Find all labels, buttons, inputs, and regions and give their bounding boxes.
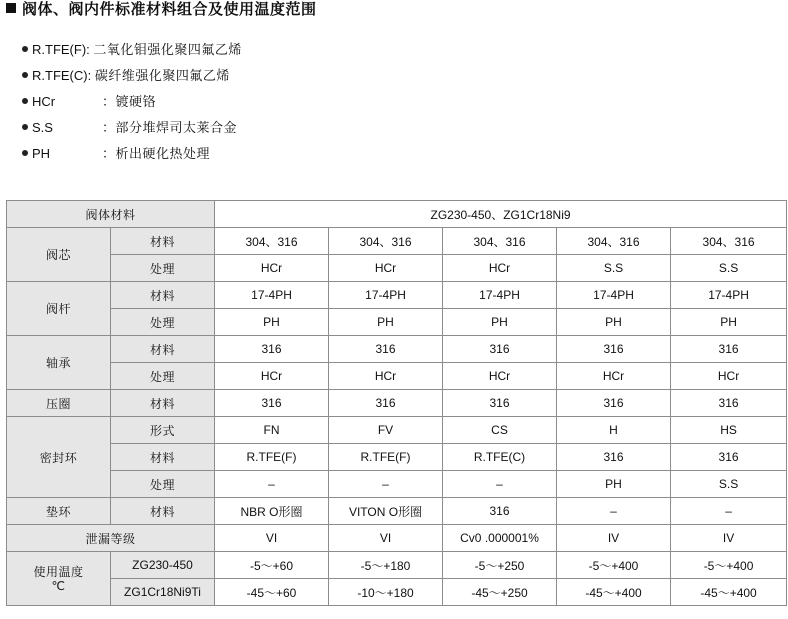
cell: FN bbox=[215, 417, 329, 444]
cell: 316 bbox=[557, 444, 671, 471]
temp-a-label: ZG230-450 bbox=[111, 552, 215, 579]
cell: 17-4PH bbox=[215, 282, 329, 309]
page-title-text: 阀体、阀内件标准材料组合及使用温度范围 bbox=[22, 1, 317, 18]
cell: HS bbox=[671, 417, 787, 444]
cell: -5～+60 bbox=[215, 552, 329, 579]
cell: -10～+180 bbox=[329, 579, 443, 606]
cell: R.TFE(F) bbox=[215, 444, 329, 471]
cell: NBR O形圈 bbox=[215, 498, 329, 525]
bearing-treat-label: 处理 bbox=[111, 363, 215, 390]
cell: -5～+250 bbox=[443, 552, 557, 579]
table-row bbox=[7, 309, 787, 336]
stem-label: 阀杆 bbox=[7, 282, 111, 336]
seal-material-label: 材料 bbox=[111, 444, 215, 471]
table-row bbox=[7, 282, 787, 309]
cell: 304、316 bbox=[557, 228, 671, 255]
cell: – bbox=[215, 471, 329, 498]
legend-item bbox=[22, 92, 242, 118]
bearing-material-label: 材料 bbox=[111, 336, 215, 363]
ring-label: 压圈 bbox=[7, 390, 111, 417]
table-row bbox=[7, 228, 787, 255]
legend-desc: ：镀硬铬 bbox=[102, 94, 157, 109]
cell: – bbox=[443, 471, 557, 498]
table-row bbox=[7, 471, 787, 498]
legend-desc: ：析出硬化热处理 bbox=[102, 146, 211, 161]
table-row bbox=[7, 363, 787, 390]
legend-desc: 碳纤维强化聚四氟乙烯 bbox=[94, 68, 230, 83]
cell: HCr bbox=[215, 255, 329, 282]
cell: 304、316 bbox=[329, 228, 443, 255]
cell: 316 bbox=[557, 336, 671, 363]
cell: – bbox=[329, 471, 443, 498]
cell: FV bbox=[329, 417, 443, 444]
temp-label bbox=[7, 552, 111, 606]
cell: 17-4PH bbox=[557, 282, 671, 309]
cell: PH bbox=[329, 309, 443, 336]
cell: HCr bbox=[443, 363, 557, 390]
legend-desc: ：部分堆焊司太莱合金 bbox=[102, 120, 238, 135]
cell: 316 bbox=[443, 336, 557, 363]
core-label: 阀芯 bbox=[7, 228, 111, 282]
legend-code: R.TFE(F): bbox=[32, 42, 90, 57]
cell: PH bbox=[443, 309, 557, 336]
bullet-icon bbox=[22, 124, 28, 130]
cell: 304、316 bbox=[215, 228, 329, 255]
table-row bbox=[7, 579, 787, 606]
table-row bbox=[7, 255, 787, 282]
cell: HCr bbox=[329, 363, 443, 390]
legend-item bbox=[22, 66, 242, 92]
cell: -45～+400 bbox=[671, 579, 787, 606]
body-material-label: 阀体材料 bbox=[7, 201, 215, 228]
gasket-material-label: 材料 bbox=[111, 498, 215, 525]
legend-code: HCr bbox=[32, 94, 56, 109]
stem-treat-label: 处理 bbox=[111, 309, 215, 336]
cell: HCr bbox=[443, 255, 557, 282]
temp-b-label: ZG1Cr18Ni9Ti bbox=[111, 579, 215, 606]
cell: S.S bbox=[671, 471, 787, 498]
cell: VI bbox=[329, 525, 443, 552]
cell: -5～+180 bbox=[329, 552, 443, 579]
cell: 316 bbox=[443, 390, 557, 417]
body-material-value: ZG230-450、ZG1Cr18Ni9 bbox=[215, 201, 787, 228]
cell: 17-4PH bbox=[443, 282, 557, 309]
cell: 316 bbox=[557, 390, 671, 417]
cell: HCr bbox=[329, 255, 443, 282]
material-table bbox=[6, 200, 787, 606]
legend-item bbox=[22, 118, 242, 144]
table-row bbox=[7, 525, 787, 552]
cell: PH bbox=[671, 309, 787, 336]
seal-treat-label: 处理 bbox=[111, 471, 215, 498]
temp-label-line2: ℃ bbox=[51, 578, 66, 593]
legend-desc: 二氧化钼强化聚四氟乙烯 bbox=[93, 42, 242, 57]
cell: IV bbox=[557, 525, 671, 552]
cell: 316 bbox=[671, 336, 787, 363]
legend-item bbox=[22, 40, 242, 66]
cell: 316 bbox=[215, 336, 329, 363]
bullet-square-icon bbox=[6, 3, 16, 13]
cell: -5～+400 bbox=[671, 552, 787, 579]
cell: -45～+250 bbox=[443, 579, 557, 606]
table-row bbox=[7, 390, 787, 417]
cell: 316 bbox=[329, 336, 443, 363]
legend-item bbox=[22, 144, 242, 170]
cell: 316 bbox=[215, 390, 329, 417]
cell: CS bbox=[443, 417, 557, 444]
core-material-label: 材料 bbox=[111, 228, 215, 255]
cell: 17-4PH bbox=[329, 282, 443, 309]
legend-code: R.TFE(C): bbox=[32, 68, 92, 83]
cell: 316 bbox=[671, 444, 787, 471]
table-row bbox=[7, 444, 787, 471]
cell: 304、316 bbox=[671, 228, 787, 255]
cell: 17-4PH bbox=[671, 282, 787, 309]
cell: HCr bbox=[215, 363, 329, 390]
temp-label-line1: 使用温度 bbox=[33, 564, 84, 579]
table-row bbox=[7, 201, 787, 228]
cell: S.S bbox=[557, 255, 671, 282]
page-title bbox=[6, 0, 317, 20]
table-row bbox=[7, 417, 787, 444]
ring-material-label: 材料 bbox=[111, 390, 215, 417]
cell: HCr bbox=[557, 363, 671, 390]
table-row bbox=[7, 498, 787, 525]
cell: – bbox=[671, 498, 787, 525]
stem-material-label: 材料 bbox=[111, 282, 215, 309]
bullet-icon bbox=[22, 98, 28, 104]
cell: H bbox=[557, 417, 671, 444]
legend-code: PH bbox=[32, 146, 51, 161]
bullet-icon bbox=[22, 46, 28, 52]
cell: Cv0 .000001% bbox=[443, 525, 557, 552]
cell: -45～+60 bbox=[215, 579, 329, 606]
seal-form-label: 形式 bbox=[111, 417, 215, 444]
cell: PH bbox=[557, 471, 671, 498]
cell: -45～+400 bbox=[557, 579, 671, 606]
cell: 316 bbox=[329, 390, 443, 417]
table-row bbox=[7, 336, 787, 363]
cell: – bbox=[557, 498, 671, 525]
seal-label: 密封环 bbox=[7, 417, 111, 498]
cell: 316 bbox=[671, 390, 787, 417]
cell: PH bbox=[215, 309, 329, 336]
legend-code: S.S bbox=[32, 120, 53, 135]
cell: R.TFE(C) bbox=[443, 444, 557, 471]
cell: VITON O形圈 bbox=[329, 498, 443, 525]
core-treat-label: 处理 bbox=[111, 255, 215, 282]
legend-list bbox=[22, 40, 242, 170]
table-row bbox=[7, 552, 787, 579]
bullet-icon bbox=[22, 72, 28, 78]
cell: -5～+400 bbox=[557, 552, 671, 579]
cell: R.TFE(F) bbox=[329, 444, 443, 471]
cell: PH bbox=[557, 309, 671, 336]
cell: VI bbox=[215, 525, 329, 552]
cell: S.S bbox=[671, 255, 787, 282]
cell: HCr bbox=[671, 363, 787, 390]
bullet-icon bbox=[22, 150, 28, 156]
bearing-label: 轴承 bbox=[7, 336, 111, 390]
cell: 316 bbox=[443, 498, 557, 525]
leak-label: 泄漏等级 bbox=[7, 525, 215, 552]
gasket-label: 垫环 bbox=[7, 498, 111, 525]
cell: IV bbox=[671, 525, 787, 552]
cell: 304、316 bbox=[443, 228, 557, 255]
